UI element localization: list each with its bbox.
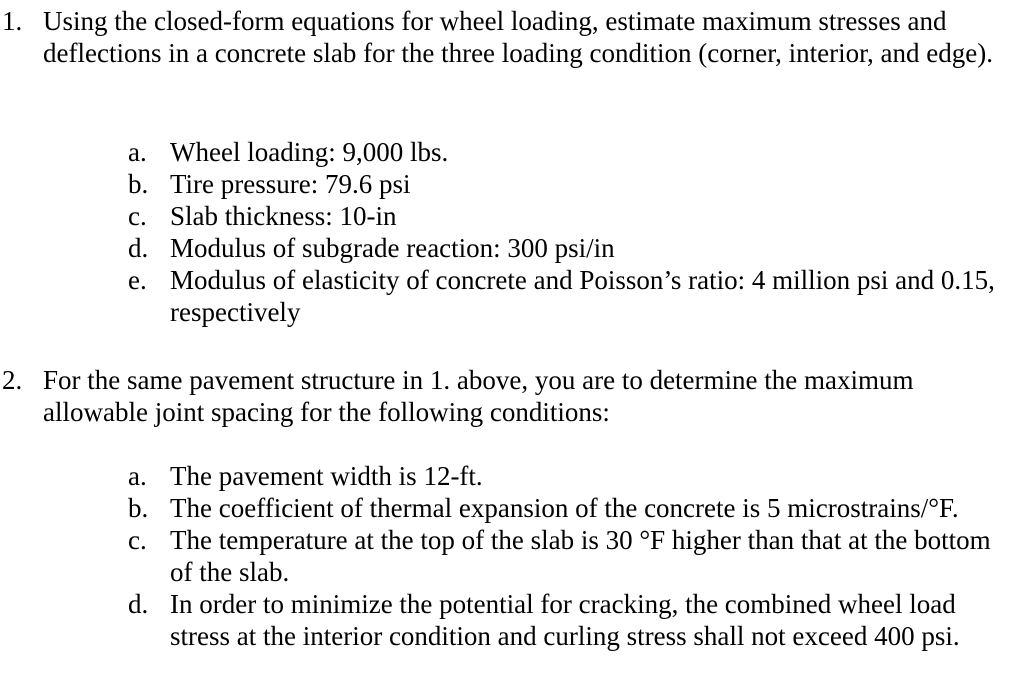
problem-2-sublist xyxy=(0,460,1010,652)
list-item-letter: b. xyxy=(128,493,149,523)
list-item xyxy=(0,136,1010,168)
list-item-text: The pavement width is 12-ft. xyxy=(170,461,483,491)
list-item-letter: a. xyxy=(128,461,147,491)
list-item-text: The coefficient of thermal expansion of the concrete is 5 microstrains/°F. xyxy=(170,493,959,523)
list-item-letter: b. xyxy=(128,169,149,199)
list-item xyxy=(0,232,1010,264)
list-item-letter: c. xyxy=(128,525,147,555)
list-item-text: Tire pressure: 79.6 psi xyxy=(170,169,411,199)
list-item xyxy=(0,200,1010,232)
list-item-letter: d. xyxy=(128,233,149,263)
list-item-letter: a. xyxy=(128,137,147,167)
problem-1-text: Using the closed-form equations for wheel loading, estimate maximum stresses and deflections in a concrete slab for the three loading condition (corner, interior, and edge). xyxy=(43,6,993,68)
problem-1-sublist xyxy=(0,136,1010,328)
list-item-text: In order to minimize the potential for cracking, the combined wheel load stress at the interior condition and curling stress shall not exceed 400 psi. xyxy=(170,589,960,651)
list-item-letter: c. xyxy=(128,201,147,231)
list-item xyxy=(0,524,1010,588)
list-item xyxy=(0,492,1010,524)
list-item-text: Modulus of elasticity of concrete and Poisson’s ratio: 4 million psi and 0.15, respectively xyxy=(170,265,995,327)
list-item xyxy=(0,460,1010,492)
list-item-letter: d. xyxy=(128,589,149,619)
problem-2-text: For the same pavement structure in 1. above, you are to determine the maximum allowable joint spacing for the following conditions: xyxy=(43,365,914,427)
list-item-letter: e. xyxy=(128,265,147,295)
list-item-text: The temperature at the top of the slab is 30 °F higher than that at the bottom of the slab. xyxy=(170,525,991,587)
list-item-text: Wheel loading: 9,000 lbs. xyxy=(170,137,449,167)
problem-1-number: 1. xyxy=(2,6,23,36)
list-item xyxy=(0,168,1010,200)
problem-2-number: 2. xyxy=(2,365,23,395)
list-item-text: Modulus of subgrade reaction: 300 psi/in xyxy=(170,233,615,263)
list-item xyxy=(0,264,1010,328)
list-item-text: Slab thickness: 10-in xyxy=(170,201,397,231)
list-item xyxy=(0,588,1010,652)
